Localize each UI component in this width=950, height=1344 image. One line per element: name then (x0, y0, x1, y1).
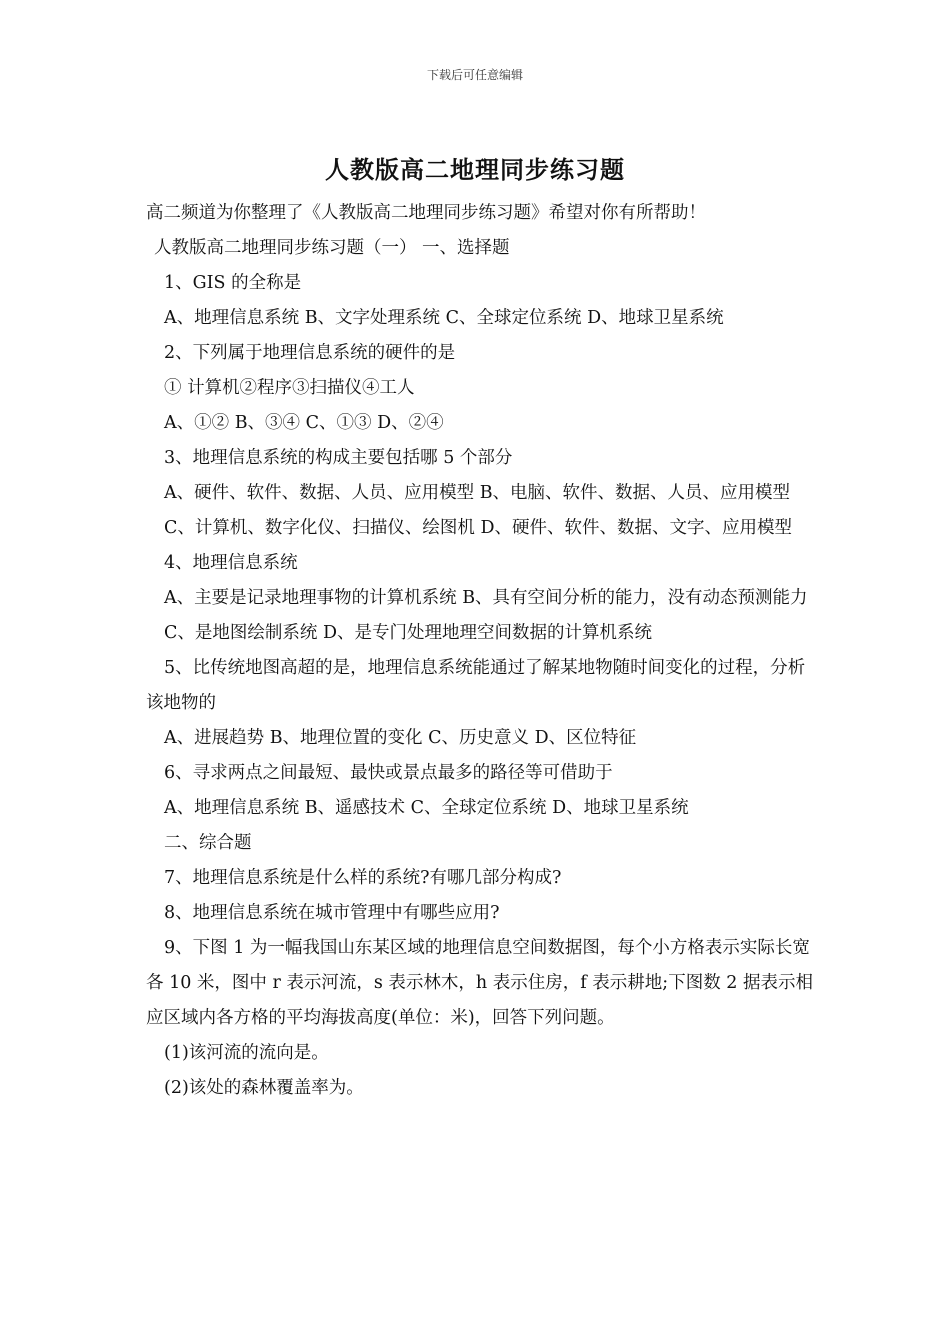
paragraph: A、地理信息系统 B、遥感技术 C、全球定位系统 D、地球卫星系统 (164, 798, 689, 818)
paragraph: 9、下图 1 为一幅我国山东某区域的地理信息空间数据图，每个小方格表示实际长宽各 10 米，图中 r 表示河流，s 表示林木，h 表示住房，f 表示耕地;下图数 2 据表示相应区域内各方格的平均海拔高度(单位：米)，回答下列问题。 (146, 938, 813, 1028)
paragraph: 人教版高二地理同步练习题（一） 一、选择题 (154, 238, 510, 258)
paragraph: A、主要是记录地理事物的计算机系统 B、具有空间分析的能力，没有动态预测能力 (164, 588, 808, 608)
paragraph: 1、GIS 的全称是 (164, 273, 302, 293)
document-title: 人教版高二地理同步练习题 (325, 155, 625, 184)
paragraph: A、进展趋势 B、地理位置的变化 C、历史意义 D、区位特征 (164, 728, 637, 748)
paragraph: 高二频道为你整理了《人教版高二地理同步练习题》希望对你有所帮助！ (146, 203, 706, 223)
paragraph: 3、地理信息系统的构成主要包括哪 5 个部分 (164, 448, 513, 468)
paragraph: 7、地理信息系统是什么样的系统?有哪几部分构成? (164, 868, 562, 888)
paragraph: ① 计算机②程序③扫描仪④工人 (164, 378, 415, 398)
page-header-note: 下载后可任意编辑 (426, 68, 523, 82)
paragraph: A、硬件、软件、数据、人员、应用模型 B、电脑、软件、数据、人员、应用模型 (164, 483, 791, 503)
paragraph: 5、比传统地图高超的是，地理信息系统能通过了解某地物随时间变化的过程，分析该地物的 (146, 658, 806, 713)
paragraph: (1)该河流的流向是。 (164, 1043, 329, 1063)
paragraph: A、①② B、③④ C、①③ D、②④ (164, 413, 444, 433)
paragraph: 2、下列属于地理信息系统的硬件的是 (164, 343, 456, 363)
paragraph: C、是地图绘制系统 D、是专门处理地理空间数据的计算机系统 (164, 623, 652, 643)
paragraph: 8、地理信息系统在城市管理中有哪些应用? (164, 903, 500, 923)
document-body (146, 196, 818, 1106)
paragraph: 4、地理信息系统 (164, 553, 298, 573)
paragraph: (2)该处的森林覆盖率为。 (164, 1078, 364, 1098)
paragraph: C、计算机、数字化仪、扫描仪、绘图机 D、硬件、软件、数据、文字、应用模型 (164, 518, 792, 538)
paragraph: 6、寻求两点之间最短、最快或景点最多的路径等可借助于 (164, 763, 613, 783)
paragraph: 二、综合题 (164, 833, 252, 853)
paragraph: A、地理信息系统 B、文字处理系统 C、全球定位系统 D、地球卫星系统 (164, 308, 724, 328)
